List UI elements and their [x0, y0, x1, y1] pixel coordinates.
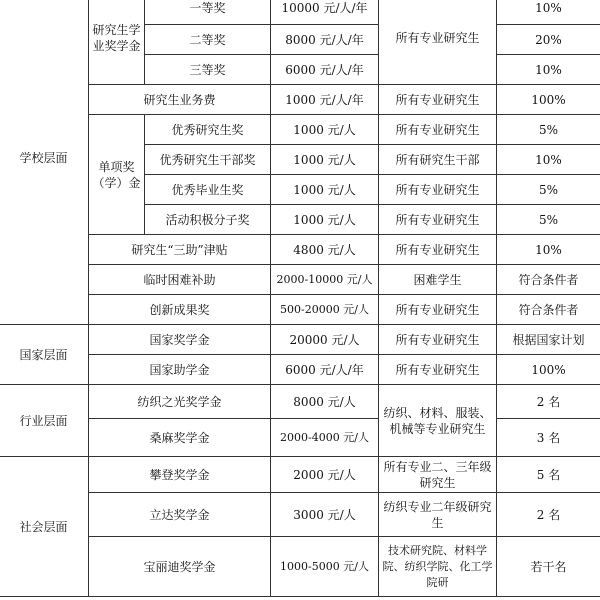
amount-cell: 8000 元/人 — [271, 385, 379, 419]
table-row — [0, 385, 600, 419]
amount-cell: 1000 元/人 — [271, 115, 379, 145]
level-cell: 行业层面 — [0, 385, 89, 457]
amount-cell: 6000 元/人/年 — [271, 55, 379, 85]
target-cell: 纺织、材料、服装、机械等专业研究生 — [379, 385, 497, 457]
item-cell: 一等奖 — [145, 0, 271, 25]
ratio-cell: 10% — [497, 235, 600, 265]
ratio-cell: 3 名 — [497, 419, 600, 457]
target-cell: 所有专业研究生 — [379, 355, 497, 385]
item-cell: 研究生业务费 — [89, 85, 271, 115]
amount-cell: 2000-4000 元/人 — [271, 419, 379, 457]
item-cell: 宝丽迪奖学金 — [89, 537, 271, 597]
target-cell: 纺织专业二年级研究生 — [379, 493, 497, 537]
ratio-cell: 5% — [497, 115, 600, 145]
item-cell: 国家助学金 — [89, 355, 271, 385]
amount-cell: 10000 元/人/年 — [271, 0, 379, 25]
table-row — [0, 355, 600, 385]
ratio-cell: 若干名 — [497, 537, 600, 597]
amount-cell: 1000 元/人/年 — [271, 85, 379, 115]
amount-cell: 8000 元/人/年 — [271, 25, 379, 55]
item-cell: 临时困难补助 — [89, 265, 271, 295]
ratio-cell: 5 名 — [497, 457, 600, 493]
ratio-cell: 5% — [497, 205, 600, 235]
amount-cell: 2000-10000 元/人 — [271, 265, 379, 295]
ratio-cell: 2 名 — [497, 493, 600, 537]
table-row — [0, 85, 600, 115]
item-cell: 研究生“三助”津贴 — [89, 235, 271, 265]
table-row — [0, 235, 600, 265]
ratio-cell: 根据国家计划 — [497, 325, 600, 355]
target-cell: 困难学生 — [379, 265, 497, 295]
amount-cell: 3000 元/人 — [271, 493, 379, 537]
item-cell: 纺织之光奖学金 — [89, 385, 271, 419]
item-cell: 攀登奖学金 — [89, 457, 271, 493]
target-cell: 所有专业研究生 — [379, 115, 497, 145]
table-row — [0, 457, 600, 493]
table-row — [0, 419, 600, 457]
table-row — [0, 265, 600, 295]
target-cell: 所有专业研究生 — [379, 175, 497, 205]
ratio-cell: 10% — [497, 145, 600, 175]
item-cell: 桑麻奖学金 — [89, 419, 271, 457]
ratio-cell: 100% — [497, 85, 600, 115]
target-cell: 技术研究院、材料学院、纺织学院、化工学院研 — [379, 537, 497, 597]
amount-cell: 500-20000 元/人 — [271, 295, 379, 325]
sub-category-cell: 单项奖（学）金 — [89, 115, 145, 235]
table-row — [0, 295, 600, 325]
item-cell: 国家奖学金 — [89, 325, 271, 355]
table-row — [0, 493, 600, 537]
ratio-cell: 5% — [497, 175, 600, 205]
target-cell: 所有专业研究生 — [379, 205, 497, 235]
target-cell: 所有专业研究生 — [379, 0, 497, 85]
amount-cell: 1000-5000 元/人 — [271, 537, 379, 597]
amount-cell: 2000 元/人 — [271, 457, 379, 493]
ratio-cell: 符合条件者 — [497, 265, 600, 295]
item-cell: 二等奖 — [145, 25, 271, 55]
target-cell: 所有专业二、三年级研究生 — [379, 457, 497, 493]
table-row — [0, 0, 600, 25]
ratio-cell: 20% — [497, 25, 600, 55]
amount-cell: 20000 元/人 — [271, 325, 379, 355]
table-row — [0, 115, 600, 145]
level-cell: 学校层面 — [0, 0, 89, 325]
item-cell: 优秀研究生干部奖 — [145, 145, 271, 175]
item-cell: 优秀毕业生奖 — [145, 175, 271, 205]
target-cell: 所有专业研究生 — [379, 325, 497, 355]
sub-category-cell: 研究生学业奖学金 — [89, 0, 145, 85]
amount-cell: 1000 元/人 — [271, 175, 379, 205]
amount-cell: 6000 元/人/年 — [271, 355, 379, 385]
target-cell: 所有研究生干部 — [379, 145, 497, 175]
item-cell: 创新成果奖 — [89, 295, 271, 325]
ratio-cell: 10% — [497, 55, 600, 85]
amount-cell: 1000 元/人 — [271, 145, 379, 175]
item-cell: 优秀研究生奖 — [145, 115, 271, 145]
table-row — [0, 537, 600, 597]
target-cell: 所有专业研究生 — [379, 85, 497, 115]
item-cell: 立达奖学金 — [89, 493, 271, 537]
level-cell: 社会层面 — [0, 457, 89, 597]
level-cell: 国家层面 — [0, 325, 89, 385]
ratio-cell: 符合条件者 — [497, 295, 600, 325]
table-row — [0, 325, 600, 355]
target-cell: 所有专业研究生 — [379, 295, 497, 325]
amount-cell: 4800 元/人 — [271, 235, 379, 265]
ratio-cell: 2 名 — [497, 385, 600, 419]
target-cell: 所有专业研究生 — [379, 235, 497, 265]
ratio-cell: 100% — [497, 355, 600, 385]
ratio-cell: 10% — [497, 0, 600, 25]
amount-cell: 1000 元/人 — [271, 205, 379, 235]
item-cell: 三等奖 — [145, 55, 271, 85]
item-cell: 活动积极分子奖 — [145, 205, 271, 235]
